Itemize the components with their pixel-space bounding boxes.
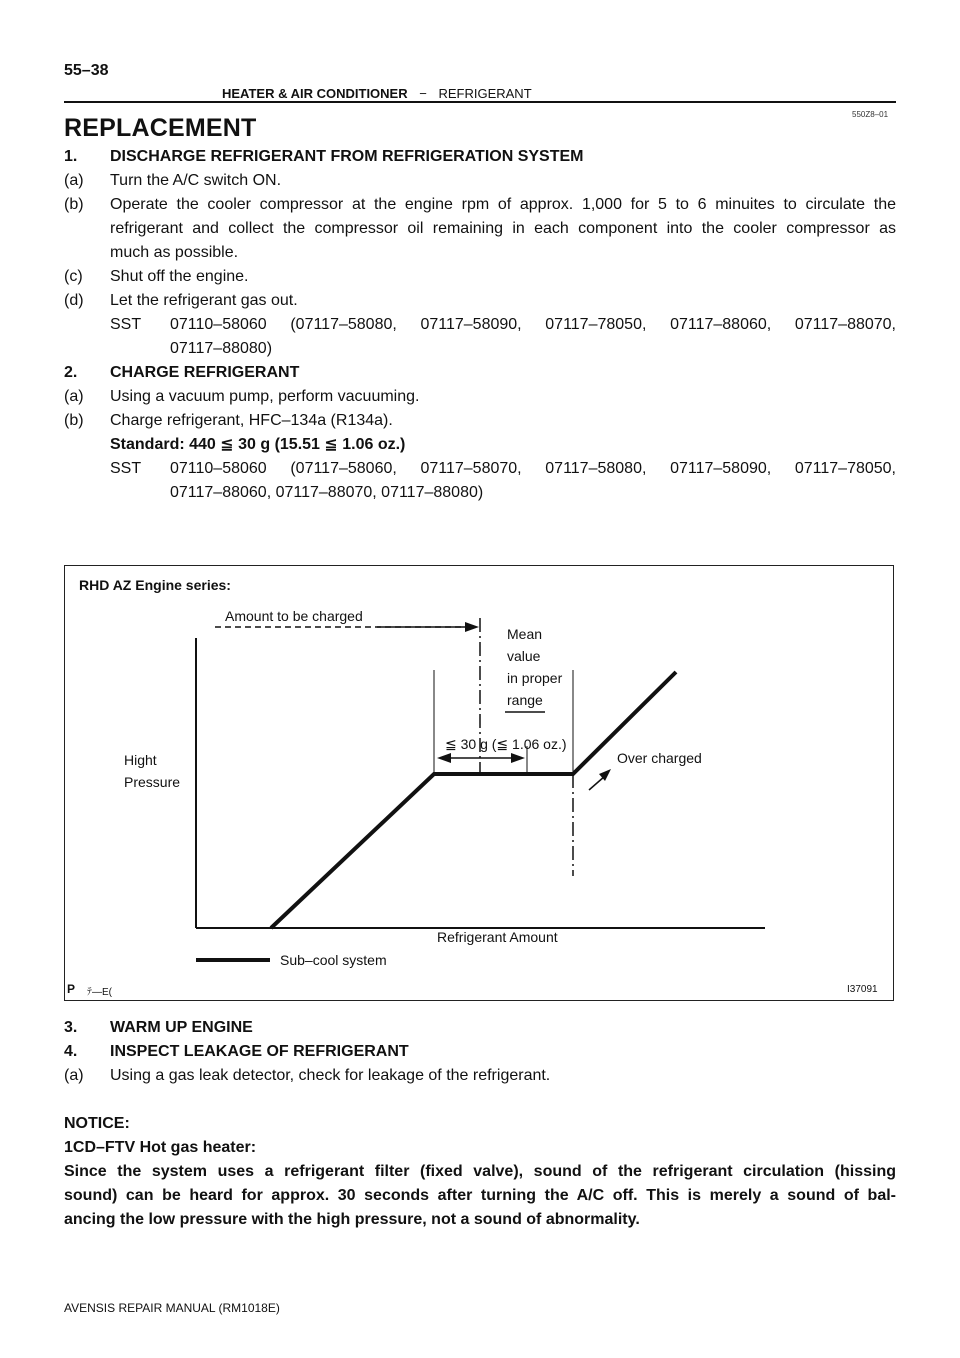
charge-diagram <box>64 565 894 1001</box>
sst-numbers: 07110–58060 (07117–58080, 07117–58090, 07117–78050, 07117–88060, 07117–88070, <box>170 316 896 333</box>
section-separator: − <box>419 86 427 101</box>
sub-cool-curve <box>271 672 676 928</box>
sst-numbers: 07110–58060 (07117–58060, 07117–58070, 07117–58080, 07117–58090, 07117–78050, <box>170 460 896 477</box>
corner-mark: P <box>67 982 76 996</box>
sst-numbers: 07117–88080) <box>170 340 273 357</box>
header-rule <box>64 101 896 103</box>
section-title: HEATER & AIR CONDITIONER <box>222 86 408 101</box>
x-axis-label: Refrigerant Amount <box>437 929 558 945</box>
sst-numbers: 07117–88060, 07117–88070, 07117–88080) <box>170 484 484 501</box>
footer: AVENSIS REPAIR MANUAL (RM1018E) <box>64 1301 280 1315</box>
item-text: refrigerant and collect the compressor oil remaining in each component into the cooler compressor as <box>110 220 896 237</box>
mean-label-2: value <box>507 648 541 664</box>
item-text: Let the refrigerant gas out. <box>110 292 298 309</box>
step-title: CHARGE REFRIGERANT <box>110 364 300 381</box>
amount-label: Amount to be charged <box>225 608 363 624</box>
range-label: ≦ 30 g (≦ 1.06 oz.) <box>445 736 567 752</box>
legend-label: Sub–cool system <box>280 952 387 968</box>
item-label: (a) <box>64 388 84 405</box>
page-title: REPLACEMENT <box>64 114 257 142</box>
notice-subheading: 1CD–FTV Hot gas heater: <box>64 1139 257 1156</box>
sst-label: SST <box>110 460 142 477</box>
mean-label-3: in proper <box>507 670 563 686</box>
page-number: 55–38 <box>64 62 109 79</box>
item-label: (b) <box>64 412 84 429</box>
document-code: 550Z8–01 <box>852 110 889 119</box>
over-charged-label: Over charged <box>617 750 702 766</box>
step-title: DISCHARGE REFRIGERANT FROM REFRIGERATION SYSTEM <box>110 148 584 165</box>
notice-line-1: Since the system uses a refrigerant filter (fixed valve), sound of the refrigerant circulation (hissing <box>64 1163 896 1180</box>
range-arrowhead-right <box>511 753 525 763</box>
sst-label: SST <box>110 316 142 333</box>
subsection-title: REFRIGERANT <box>438 86 532 101</box>
item-text: much as possible. <box>110 244 239 261</box>
y-axis-label-2: Pressure <box>124 774 181 790</box>
step-number: 3. <box>64 1019 78 1036</box>
step-title: WARM UP ENGINE <box>110 1019 253 1036</box>
item-text: Using a vacuum pump, perform vacuuming. <box>110 388 420 405</box>
mean-label-1: Mean <box>507 626 543 642</box>
mean-label-4: range <box>507 692 543 708</box>
item-text: Shut off the engine. <box>110 268 249 285</box>
corner-glyph: ﾃ—E( <box>87 987 112 998</box>
step-number: 1. <box>64 148 78 165</box>
item-label: (a) <box>64 172 84 189</box>
range-arrowhead-left <box>437 753 451 763</box>
step-title: INSPECT LEAKAGE OF REFRIGERANT <box>110 1043 409 1060</box>
notice-heading: NOTICE: <box>64 1115 130 1132</box>
figure-id: I37091 <box>847 984 878 995</box>
amount-arrowhead <box>465 622 479 632</box>
item-label: (a) <box>64 1067 84 1084</box>
item-text: Operate the cooler compressor at the engine rpm of approx. 1,000 for 5 to 6 minuites to circulate the <box>110 196 896 213</box>
item-text: Turn the A/C switch ON. <box>110 172 282 189</box>
y-axis-label-1: Hight <box>124 752 157 768</box>
item-label: (b) <box>64 196 84 213</box>
section-header <box>222 86 532 101</box>
item-label: (d) <box>64 292 84 309</box>
item-label: (c) <box>64 268 83 285</box>
step-number: 4. <box>64 1043 78 1060</box>
item-text: Charge refrigerant, HFC–134a (R134a). <box>110 412 393 429</box>
notice-line-3: ancing the low pressure with the high pressure, not a sound of abnormality. <box>64 1211 640 1228</box>
step-number: 2. <box>64 364 78 381</box>
figure-heading: RHD AZ Engine series: <box>79 577 231 593</box>
standard-value: Standard: 440 ≦ 30 g (15.51 ≦ 1.06 oz.) <box>110 436 406 453</box>
item-text: Using a gas leak detector, check for leakage of the refrigerant. <box>110 1067 551 1084</box>
notice-line-2: sound) can be heard for approx. 30 seconds after turning the A/C off. This is merely a sound of bal- <box>64 1187 896 1204</box>
